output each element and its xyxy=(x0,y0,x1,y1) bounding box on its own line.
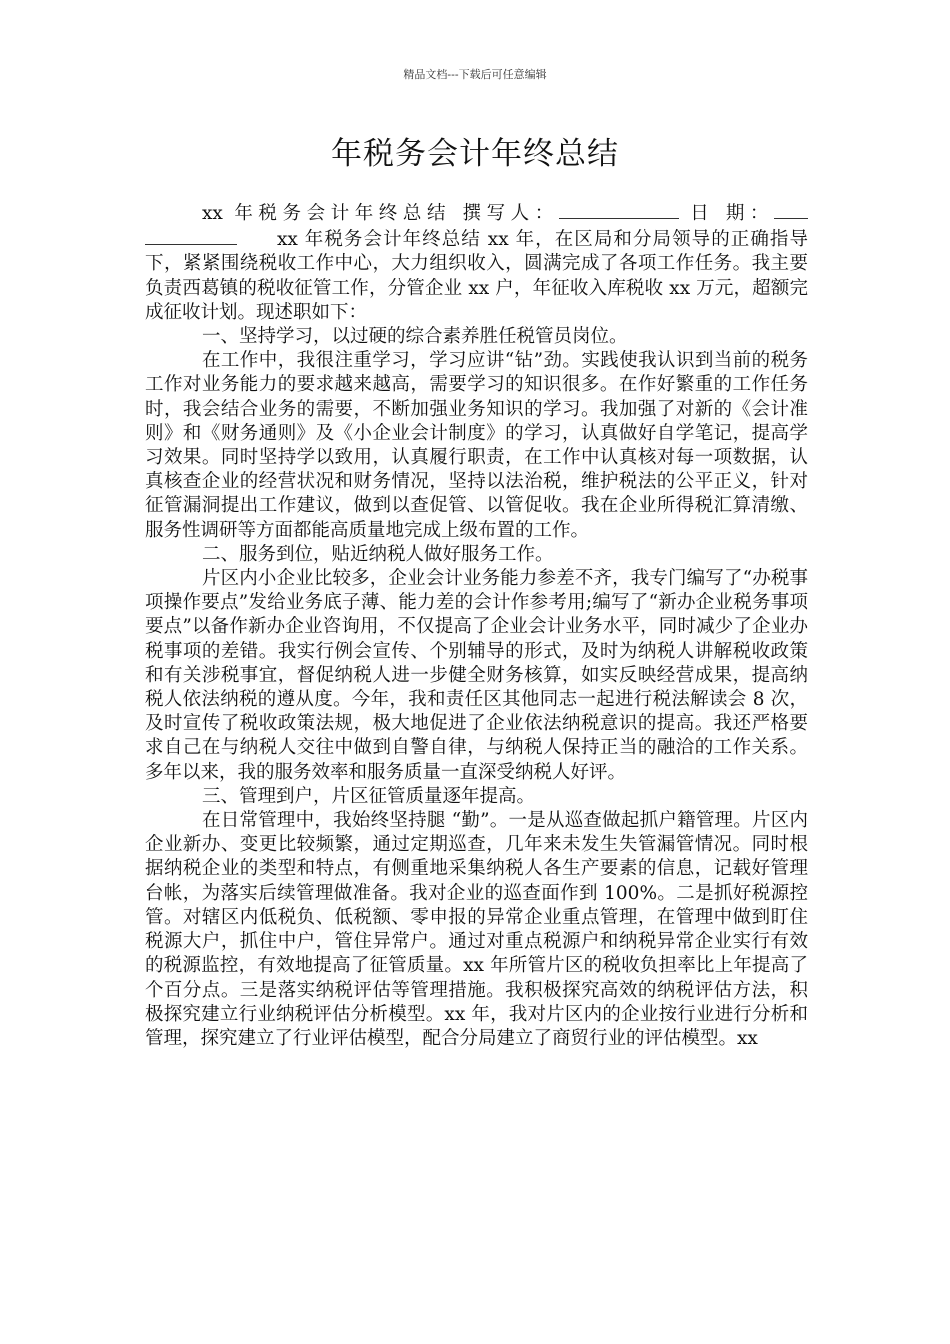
page-header-note: 精品文档---下载后可任意编辑 xyxy=(403,68,547,81)
date-blank-continued xyxy=(145,226,237,245)
meta-paragraph xyxy=(145,200,808,325)
intro-text: xx 年税务会计年终总结 xx 年，在区局和分局领导的正确指导下，紧紧围绕税收工作中心，大力组织收入，圆满完成了各项工作任务。我主要负责西葛镇的税收征管工作，分管企业 xx 户，年征收入库税收 xx 万元，超额完成征收计划。现述职如下： xyxy=(145,229,808,323)
section-paragraph-3: 在日常管理中，我始终坚持腿 “勤”。一是从巡查做起抓户籍管理。片区内企业新办、变更比较频繁，通过定期巡查，几年来未发生失管漏管情况。同时根据纳税企业的类型和特点，有侧重地采集纳税人各生产要素的信息，记载好管理台帐，为落实后续管理做准备。我对企业的巡查面作到 100%。二是抓好税源控管。对辖区内低税负、低税额、零申报的异常企业重点管理，在管理中做到盯住税源大户，抓住中户，管住异常户。通过对重点税源户和纳税异常企业实行有效的税源监控，有效地提高了征管质量。xx 年所管片区的税收负担率比上年提高了个百分点。三是落实纳税评估等管理措施。我积极探究高效的纳税评估方法，积极探究建立行业纳税评估分析模型。xx 年，我对片区内的企业按行业进行分析和管理，探究建立了行业评估模型，配合分局建立了商贸行业的评估模型。xx xyxy=(145,810,808,1049)
date-label: 日 期： xyxy=(690,203,774,224)
section-heading-2: 二、服务到位，贴近纳税人做好服务工作。 xyxy=(202,543,554,565)
section-heading-3: 三、管理到户，片区征管质量逐年提高。 xyxy=(202,785,536,807)
section-heading-1: 一、坚持学习，以过硬的综合素养胜任税管员岗位。 xyxy=(202,326,628,348)
document-body xyxy=(145,200,808,1051)
meta-prefix: xx 年税务会计年终总结 撰写人： xyxy=(202,203,559,224)
section-paragraph-1: 在工作中，我很注重学习，学习应讲“钻”劲。实践使我认识到当前的税务工作对业务能力的要求越来越高，需要学习的知识很多。在作好繁重的工作任务时，我会结合业务的需要，不断加强业务知识的学习。我加强了对新的《会计准则》和《财务通则》及《小企业会计制度》的学习，认真做好自学笔记，提高学习效果。同时坚持学以致用，认真履行职责，在工作中认真核对每一项数据，认真核查企业的经营状况和财务情况，坚持以法治税，维护税法的公平正义，针对征管漏洞提出工作建议，做到以查促管、以管促收。我在企业所得税汇算清缴、服务性调研等方面都能高质量地完成上级布置的工作。 xyxy=(145,350,808,541)
document-title: 年税务会计年终总结 xyxy=(331,136,619,172)
section-paragraph-2: 片区内小企业比较多，企业会计业务能力参差不齐，我专门编写了“办税事项操作要点”发给业务底子薄、能力差的会计作参考用;编写了“新办企业税务事项要点”以备作新办企业咨询用，不仅提高了企业会计业务水平，同时减少了企业办税事项的差错。我实行例会宣传、个别辅导的形式，及时为纳税人讲解税收政策和有关涉税事宜，督促纳税人进一步健全财务核算，如实反映经营成果，提高纳税人依法纳税的遵从度。今年，我和责任区其他同志一起进行税法解读会 8 次，及时宣传了税收政策法规，极大地促进了企业依法纳税意识的提高。我还严格要求自己在与纳税人交往中做到自警自律，与纳税人保持正当的融洽的工作关系。多年以来，我的服务效率和服务质量一直深受纳税人好评。 xyxy=(145,568,808,783)
date-blank xyxy=(774,200,808,219)
author-blank xyxy=(559,200,679,219)
